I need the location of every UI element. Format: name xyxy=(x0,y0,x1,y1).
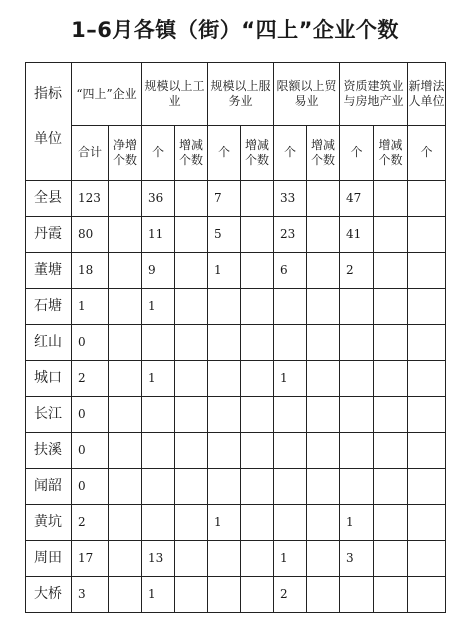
table-cell xyxy=(241,432,274,468)
town-name: 石塘 xyxy=(26,288,72,324)
table-cell xyxy=(109,252,142,288)
table-cell xyxy=(142,324,175,360)
table-cell xyxy=(208,432,241,468)
sub-header: 合计 xyxy=(72,126,109,181)
table-cell: 1 xyxy=(142,288,175,324)
sub-header: 个 xyxy=(274,126,307,181)
table-cell: 2 xyxy=(274,576,307,612)
table-cell xyxy=(374,360,408,396)
table-row xyxy=(26,288,446,324)
table-row xyxy=(26,324,446,360)
town-name: 大桥 xyxy=(26,576,72,612)
table-cell xyxy=(241,216,274,252)
table-cell xyxy=(408,216,446,252)
table-cell xyxy=(408,396,446,432)
sub-header: 个 xyxy=(340,126,374,181)
table-cell xyxy=(241,360,274,396)
table-cell: 33 xyxy=(274,180,307,216)
table-cell xyxy=(241,504,274,540)
table-cell xyxy=(175,396,208,432)
table-cell xyxy=(175,288,208,324)
table-cell xyxy=(175,180,208,216)
table-cell xyxy=(241,468,274,504)
table-cell xyxy=(175,468,208,504)
table-cell xyxy=(109,360,142,396)
table-row xyxy=(26,432,446,468)
table-cell xyxy=(175,216,208,252)
table-cell xyxy=(274,432,307,468)
table-cell xyxy=(408,324,446,360)
table-cell: 18 xyxy=(72,252,109,288)
table-cell xyxy=(307,252,340,288)
table-cell xyxy=(175,504,208,540)
table-cell xyxy=(340,468,374,504)
row-label-bottom: 单位 xyxy=(26,126,72,181)
table-cell: 1 xyxy=(208,504,241,540)
table-row xyxy=(26,396,446,432)
sub-header: 增减个数 xyxy=(241,126,274,181)
table-cell xyxy=(142,432,175,468)
table-cell xyxy=(208,360,241,396)
table-cell xyxy=(374,180,408,216)
group-header-trade: 限额以上贸易业 xyxy=(274,63,340,126)
table-cell xyxy=(175,576,208,612)
table-cell xyxy=(340,360,374,396)
table-row xyxy=(26,180,446,216)
table-cell xyxy=(109,504,142,540)
table-cell xyxy=(374,396,408,432)
table-cell xyxy=(408,360,446,396)
table-cell: 0 xyxy=(72,468,109,504)
table-cell xyxy=(307,432,340,468)
table-cell xyxy=(109,396,142,432)
table-cell xyxy=(340,576,374,612)
table-cell xyxy=(175,252,208,288)
table-cell xyxy=(142,396,175,432)
table-cell xyxy=(109,576,142,612)
town-name: 董塘 xyxy=(26,252,72,288)
table-cell xyxy=(274,468,307,504)
table-cell: 1 xyxy=(142,360,175,396)
table-cell xyxy=(208,540,241,576)
table-cell: 1 xyxy=(208,252,241,288)
table-cell xyxy=(408,540,446,576)
town-name: 黄坑 xyxy=(26,504,72,540)
table-cell xyxy=(307,288,340,324)
group-header-industry: 规模以上工业 xyxy=(142,63,208,126)
page-title: 1–6月各镇（街）“四上”企业个数 xyxy=(71,18,399,42)
table-cell xyxy=(307,540,340,576)
table-row xyxy=(26,216,446,252)
table-cell: 36 xyxy=(142,180,175,216)
table-cell: 1 xyxy=(142,576,175,612)
town-name: 城口 xyxy=(26,360,72,396)
table-cell: 1 xyxy=(274,360,307,396)
sub-header: 个 xyxy=(408,126,446,181)
enterprise-count-table xyxy=(25,62,446,613)
table-cell xyxy=(408,288,446,324)
table-cell: 0 xyxy=(72,324,109,360)
table-cell: 5 xyxy=(208,216,241,252)
table-cell: 2 xyxy=(72,504,109,540)
table-cell xyxy=(374,468,408,504)
table-cell: 0 xyxy=(72,396,109,432)
table-cell xyxy=(142,504,175,540)
table-cell xyxy=(208,396,241,432)
table-cell: 7 xyxy=(208,180,241,216)
table-cell xyxy=(109,432,142,468)
table-cell xyxy=(340,396,374,432)
table-cell: 17 xyxy=(72,540,109,576)
table-cell xyxy=(175,432,208,468)
sub-header: 个 xyxy=(208,126,241,181)
table-cell xyxy=(109,540,142,576)
table-cell: 123 xyxy=(72,180,109,216)
sub-header: 增减个数 xyxy=(374,126,408,181)
table-cell: 3 xyxy=(72,576,109,612)
table-cell xyxy=(109,216,142,252)
group-header-construction: 资质建筑业与房地产业 xyxy=(340,63,408,126)
table-row xyxy=(26,576,446,612)
table-cell: 23 xyxy=(274,216,307,252)
table-cell xyxy=(408,252,446,288)
table-cell xyxy=(241,396,274,432)
table-cell: 2 xyxy=(340,252,374,288)
sub-header: 增减个数 xyxy=(307,126,340,181)
table-cell xyxy=(208,576,241,612)
table-row xyxy=(26,360,446,396)
group-header-sishang: “四上”企业 xyxy=(72,63,142,126)
table-cell xyxy=(374,432,408,468)
town-name: 长江 xyxy=(26,396,72,432)
table-cell xyxy=(274,324,307,360)
group-header-new-legal: 新增法人单位 xyxy=(408,63,446,126)
table-cell xyxy=(274,396,307,432)
table-cell xyxy=(175,324,208,360)
table-cell xyxy=(374,324,408,360)
table-cell: 1 xyxy=(274,540,307,576)
table-cell: 1 xyxy=(340,504,374,540)
town-name: 红山 xyxy=(26,324,72,360)
table-cell xyxy=(142,468,175,504)
sub-header: 增减个数 xyxy=(175,126,208,181)
table-cell xyxy=(208,468,241,504)
table-cell xyxy=(274,288,307,324)
header-row-subs xyxy=(26,126,446,181)
table-cell xyxy=(307,180,340,216)
table-cell xyxy=(175,360,208,396)
table-cell xyxy=(241,576,274,612)
table-cell: 41 xyxy=(340,216,374,252)
town-name: 闻韶 xyxy=(26,468,72,504)
table-cell: 80 xyxy=(72,216,109,252)
table-cell xyxy=(109,288,142,324)
table-row xyxy=(26,252,446,288)
table-cell xyxy=(340,432,374,468)
table-cell xyxy=(208,324,241,360)
table-cell xyxy=(374,576,408,612)
table-cell: 3 xyxy=(340,540,374,576)
table-cell xyxy=(374,288,408,324)
table-cell xyxy=(307,504,340,540)
table-row xyxy=(26,468,446,504)
table-cell: 11 xyxy=(142,216,175,252)
table-cell: 6 xyxy=(274,252,307,288)
table-cell xyxy=(274,504,307,540)
table-cell xyxy=(408,504,446,540)
table-cell xyxy=(241,288,274,324)
table-row xyxy=(26,504,446,540)
table-cell xyxy=(175,540,208,576)
table-cell xyxy=(340,288,374,324)
table-cell xyxy=(307,468,340,504)
table-cell xyxy=(307,396,340,432)
town-name: 丹霞 xyxy=(26,216,72,252)
town-name: 扶溪 xyxy=(26,432,72,468)
table-cell xyxy=(408,180,446,216)
table-cell: 9 xyxy=(142,252,175,288)
table-cell xyxy=(241,252,274,288)
table-cell xyxy=(208,288,241,324)
table-cell xyxy=(374,504,408,540)
row-label-top: 指标 xyxy=(26,63,72,126)
table-cell xyxy=(307,360,340,396)
group-header-service: 规模以上服务业 xyxy=(208,63,274,126)
table-cell xyxy=(374,216,408,252)
table-cell xyxy=(109,180,142,216)
table-cell xyxy=(109,324,142,360)
table-cell: 0 xyxy=(72,432,109,468)
table-cell xyxy=(307,216,340,252)
table-cell: 2 xyxy=(72,360,109,396)
table-cell xyxy=(408,576,446,612)
sub-header: 个 xyxy=(142,126,175,181)
town-name: 全县 xyxy=(26,180,72,216)
table-cell xyxy=(241,540,274,576)
table-cell xyxy=(340,324,374,360)
table-cell xyxy=(374,540,408,576)
town-name: 周田 xyxy=(26,540,72,576)
table-cell: 13 xyxy=(142,540,175,576)
table-cell xyxy=(408,432,446,468)
table-cell xyxy=(109,468,142,504)
table-cell: 47 xyxy=(340,180,374,216)
table-cell xyxy=(307,324,340,360)
table-cell xyxy=(241,180,274,216)
table-cell: 1 xyxy=(72,288,109,324)
sub-header: 净增个数 xyxy=(109,126,142,181)
table-cell xyxy=(307,576,340,612)
table-cell xyxy=(408,468,446,504)
table-cell xyxy=(241,324,274,360)
table-cell xyxy=(374,252,408,288)
table-row xyxy=(26,540,446,576)
header-row-groups xyxy=(26,63,446,126)
